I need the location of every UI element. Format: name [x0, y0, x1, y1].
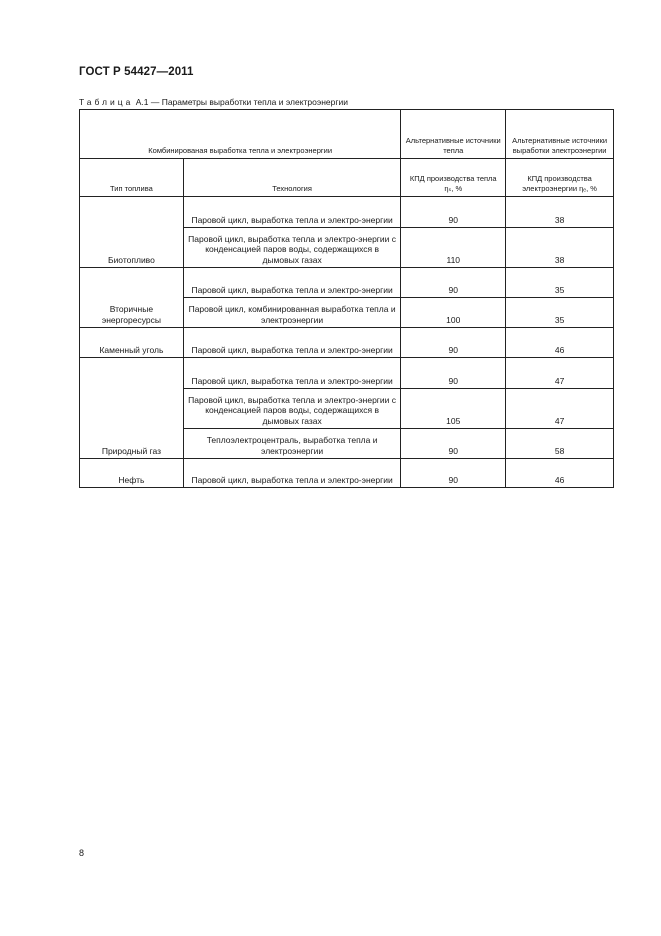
technology-cell: Паровой цикл, выработка тепла и электро-энергии с конденсацией паров воды, содержащихся в дымовых газах: [183, 228, 401, 268]
technology-cell: Паровой цикл, выработка тепла и электро-энергии: [183, 358, 401, 389]
technology-cell: Паровой цикл, комбинированная выработка тепла и электроэнергии: [183, 298, 401, 328]
table-row: [80, 268, 614, 298]
header-alt-power-sources: Альтернативные источники выработки электроэнергии: [506, 110, 614, 159]
table-caption-title: — Параметры выработки тепла и электроэнергии: [150, 97, 348, 107]
power-efficiency-cell: 47: [506, 358, 614, 389]
heat-efficiency-cell: 90: [401, 328, 506, 358]
header-power-efficiency: КПД производства электроэнергии ηₑ, %: [506, 159, 614, 197]
heat-efficiency-cell: 105: [401, 389, 506, 429]
power-efficiency-cell: 38: [506, 228, 614, 268]
header-heat-efficiency: КПД производства тепла ηₛ, %: [401, 159, 506, 197]
heat-efficiency-cell: 90: [401, 459, 506, 488]
table-row: [80, 197, 614, 228]
heat-efficiency-cell: 90: [401, 268, 506, 298]
page-number: 8: [79, 848, 85, 858]
fuel-cell: Природный газ: [80, 358, 184, 459]
table-caption-label: Таблица: [79, 97, 134, 107]
power-efficiency-cell: 58: [506, 429, 614, 459]
document-standard-code: ГОСТ Р 54427—2011: [79, 66, 194, 78]
table-row: [80, 328, 614, 358]
fuel-cell: Каменный уголь: [80, 328, 184, 358]
heat-efficiency-cell: 110: [401, 228, 506, 268]
header-alt-heat-sources: Альтернативные источники тепла: [401, 110, 506, 159]
technology-cell: Паровой цикл, выработка тепла и электро-энергии с конденсацией паров воды, содержащихся в дымовых газах: [183, 389, 401, 429]
table-row: [80, 358, 614, 389]
fuel-cell: Вторичные энергоресурсы: [80, 268, 184, 328]
table-caption: [79, 97, 348, 107]
power-efficiency-cell: 46: [506, 459, 614, 488]
technology-cell: Паровой цикл, выработка тепла и электро-энергии: [183, 459, 401, 488]
table-caption-number: А.1: [135, 97, 149, 107]
heat-efficiency-cell: 100: [401, 298, 506, 328]
fuel-cell: Нефть: [80, 459, 184, 488]
parameters-table: [79, 109, 614, 488]
heat-efficiency-cell: 90: [401, 358, 506, 389]
power-efficiency-cell: 38: [506, 197, 614, 228]
power-efficiency-cell: 46: [506, 328, 614, 358]
power-efficiency-cell: 35: [506, 268, 614, 298]
heat-efficiency-cell: 90: [401, 197, 506, 228]
heat-efficiency-cell: 90: [401, 429, 506, 459]
header-combined-generation: Комбинированая выработка тепла и электроэнергии: [80, 110, 401, 159]
table-row: [80, 459, 614, 488]
header-technology: Технология: [183, 159, 401, 197]
technology-cell: Паровой цикл, выработка тепла и электро-энергии: [183, 197, 401, 228]
technology-cell: Паровой цикл, выработка тепла и электро-энергии: [183, 268, 401, 298]
header-fuel-type: Тип топлива: [80, 159, 184, 197]
power-efficiency-cell: 35: [506, 298, 614, 328]
technology-cell: Теплоэлектроцентраль, выработка тепла и электроэнергии: [183, 429, 401, 459]
power-efficiency-cell: 47: [506, 389, 614, 429]
technology-cell: Паровой цикл, выработка тепла и электро-энергии: [183, 328, 401, 358]
fuel-cell: Биотопливо: [80, 197, 184, 268]
